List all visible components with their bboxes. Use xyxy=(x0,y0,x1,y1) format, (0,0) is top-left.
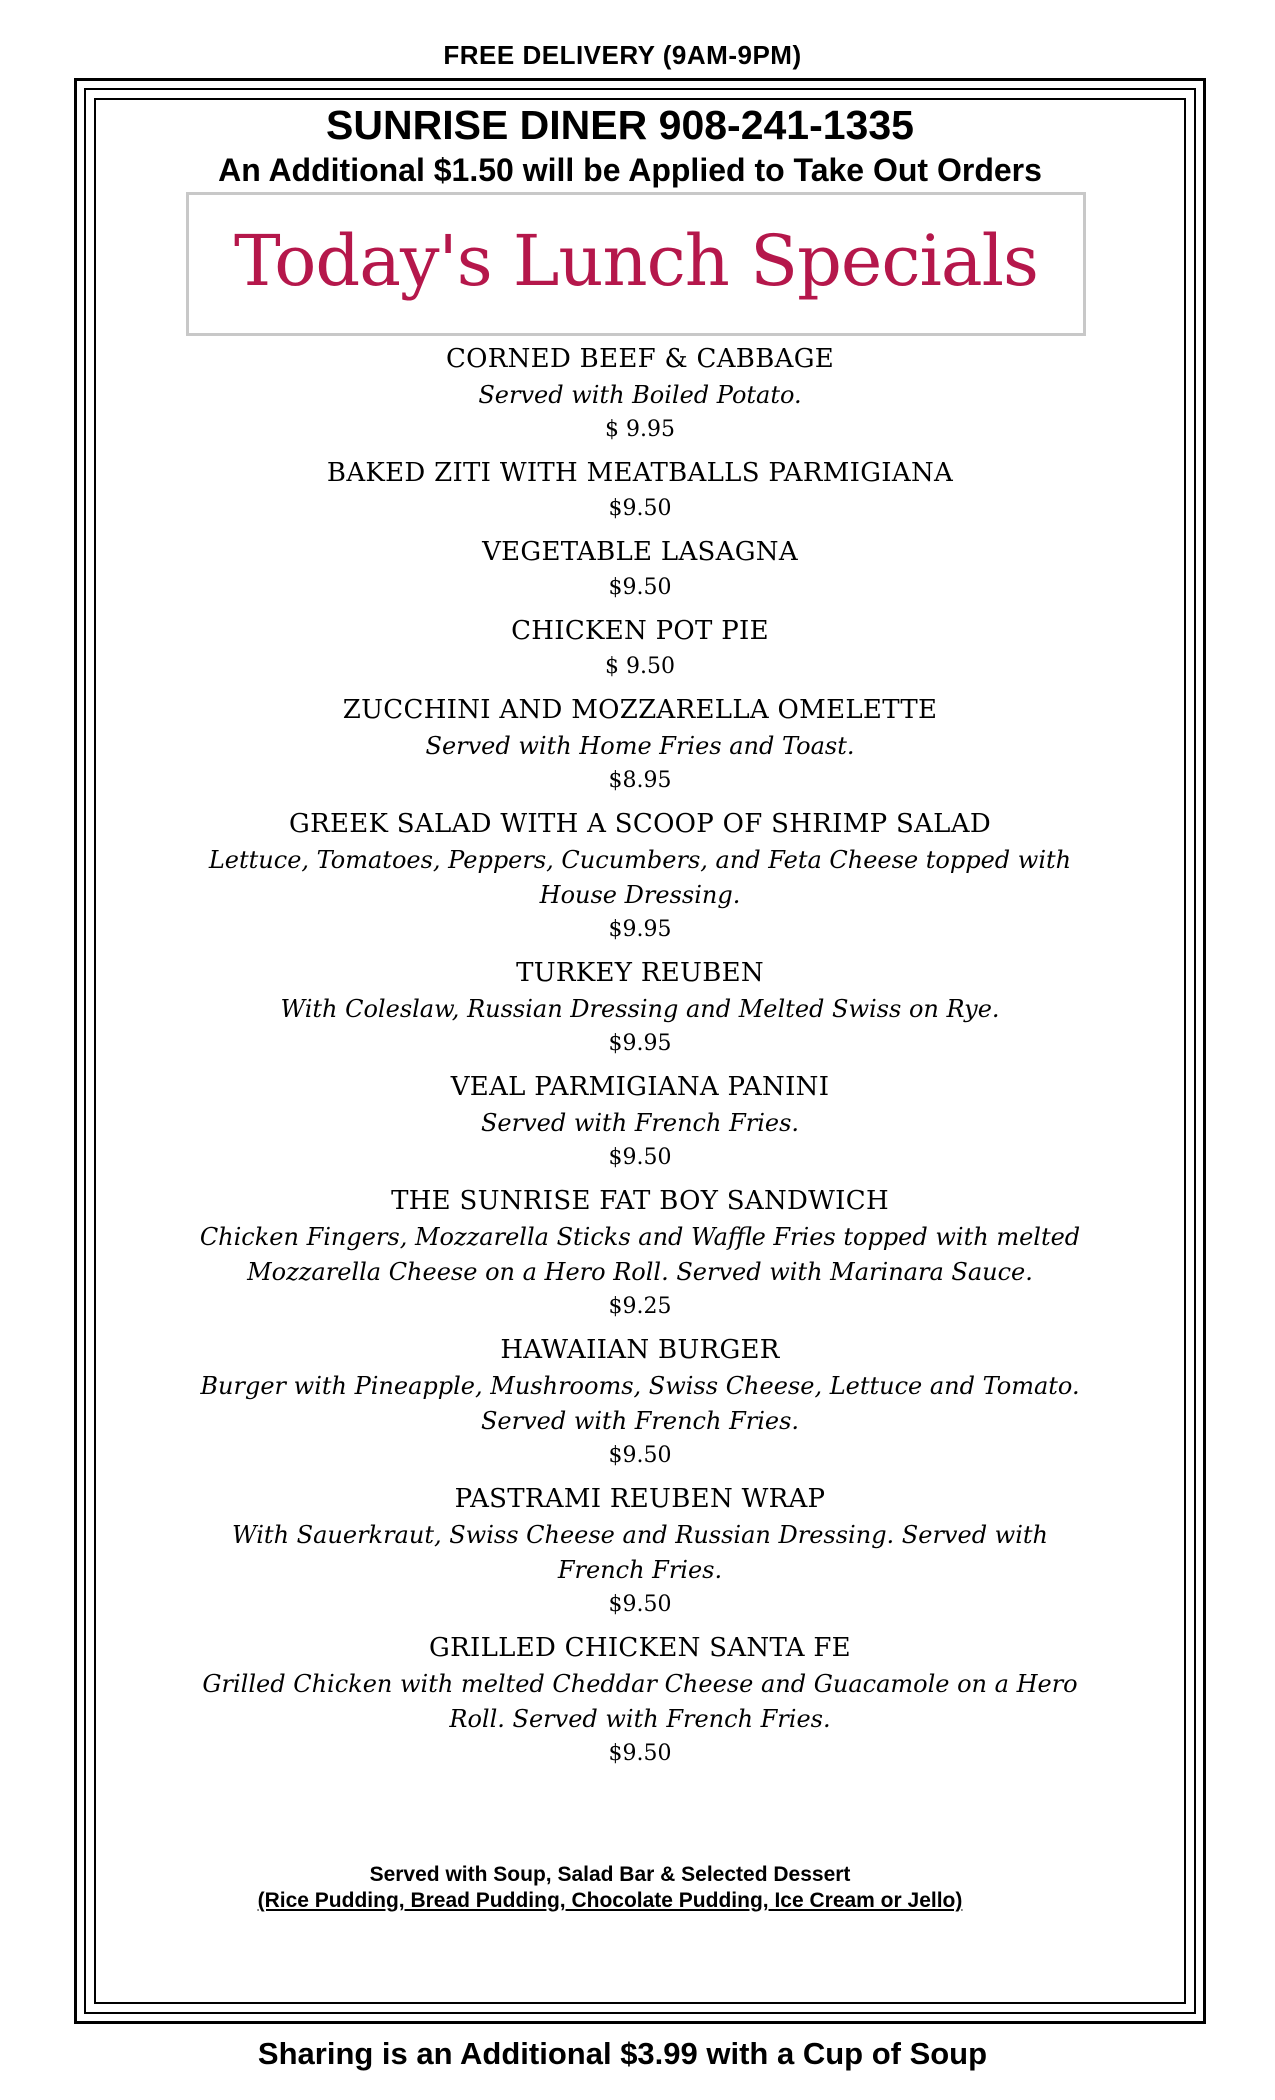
takeout-note: An Additional $1.50 will be Applied to Take Out Orders xyxy=(218,152,1042,188)
menu-item xyxy=(96,1480,1184,1622)
menu-item xyxy=(96,1331,1184,1473)
served-note-text: Served with Soup, Salad Bar & Selected Dessert xyxy=(369,1863,851,1886)
menu-item-price: $9.50 xyxy=(608,1741,672,1766)
menu-item-price: $9.50 xyxy=(608,575,672,600)
menu-item-description: Served with Home Fries and Toast. xyxy=(425,732,855,760)
menu-item xyxy=(96,1182,1184,1324)
menu-item-price: $9.95 xyxy=(608,917,672,942)
diner-title: SUNRISE DINER 908-241-1335 xyxy=(326,102,914,148)
menu-item xyxy=(96,1629,1184,1771)
menu-page xyxy=(96,100,1184,2000)
menu-item xyxy=(96,533,1184,605)
served-with-note xyxy=(74,1862,1206,1914)
menu-item-name: GREEK SALAD WITH A SCOOP OF SHRIMP SALAD xyxy=(289,809,991,839)
menu-item-price: $9.50 xyxy=(608,1592,672,1617)
menu-item-name: PASTRAMI REUBEN WRAP xyxy=(454,1484,826,1514)
menu-item-name: BAKED ZITI WITH MEATBALLS PARMIGIANA xyxy=(326,458,954,488)
menu-item-name: CORNED BEEF & CABBAGE xyxy=(445,344,835,374)
menu-item xyxy=(96,612,1184,684)
menu-item xyxy=(96,340,1184,447)
menu-item-description: Chicken Fingers, Mozzarella Sticks and Waffle Fries topped with melted Mozzarella Cheese on a Hero Roll. Served with Marinara Sauce. xyxy=(199,1223,1081,1286)
specials-title: Today's Lunch Specials xyxy=(234,220,1038,302)
menu-item-description: With Sauerkraut, Swiss Cheese and Russian Dressing. Served with French Fries. xyxy=(232,1521,1048,1584)
menu-item-name: HAWAIIAN BURGER xyxy=(500,1335,780,1365)
menu-item-name: GRILLED CHICKEN SANTA FE xyxy=(429,1633,851,1663)
menu-item-name: THE SUNRISE FAT BOY SANDWICH xyxy=(391,1186,889,1216)
menu-item-price: $9.25 xyxy=(608,1294,672,1319)
menu-item-price: $ 9.50 xyxy=(605,654,675,679)
menu-item-description: Grilled Chicken with melted Cheddar Cheese and Guacamole on a Hero Roll. Served with French Fries. xyxy=(202,1670,1078,1733)
menu-item-price: $ 9.95 xyxy=(605,417,675,442)
menu-list xyxy=(96,336,1184,1778)
delivery-note: FREE DELIVERY (9AM-9PM) xyxy=(443,40,802,70)
menu-item-name: TURKEY REUBEN xyxy=(516,958,764,988)
menu-item-description: Burger with Pineapple, Mushrooms, Swiss Cheese, Lettuce and Tomato. Served with French Fries. xyxy=(200,1372,1080,1435)
menu-item-name: VEGETABLE LASAGNA xyxy=(482,537,798,567)
menu-item-price: $8.95 xyxy=(608,768,672,793)
menu-item-price: $9.50 xyxy=(608,496,672,521)
menu-item xyxy=(96,954,1184,1061)
menu-item-name: VEAL PARMIGIANA PANINI xyxy=(450,1072,830,1102)
menu-item-name: CHICKEN POT PIE xyxy=(511,616,769,646)
menu-item-description: Lettuce, Tomatoes, Peppers, Cucumbers, and Feta Cheese topped with House Dressing. xyxy=(208,846,1072,909)
sharing-note: Sharing is an Additional $3.99 with a Cup of Soup xyxy=(257,2036,988,2071)
menu-item-price: $9.50 xyxy=(608,1145,672,1170)
menu-item xyxy=(96,454,1184,526)
menu-item xyxy=(96,805,1184,947)
menu-item-description: Served with French Fries. xyxy=(480,1109,800,1137)
menu-item-price: $9.95 xyxy=(608,1031,672,1056)
menu-item xyxy=(96,1068,1184,1175)
dessert-options-note: (Rice Pudding, Bread Pudding, Chocolate Pudding, Ice Cream or Jello) xyxy=(257,1889,963,1912)
specials-title-box xyxy=(186,192,1086,336)
menu-item-price: $9.50 xyxy=(608,1443,672,1468)
menu-item-description: With Coleslaw, Russian Dressing and Melted Swiss on Rye. xyxy=(280,995,1000,1023)
menu-item xyxy=(96,691,1184,798)
menu-item-name: ZUCCHINI AND MOZZARELLA OMELETTE xyxy=(342,695,938,725)
menu-item-description: Served with Boiled Potato. xyxy=(478,381,802,409)
